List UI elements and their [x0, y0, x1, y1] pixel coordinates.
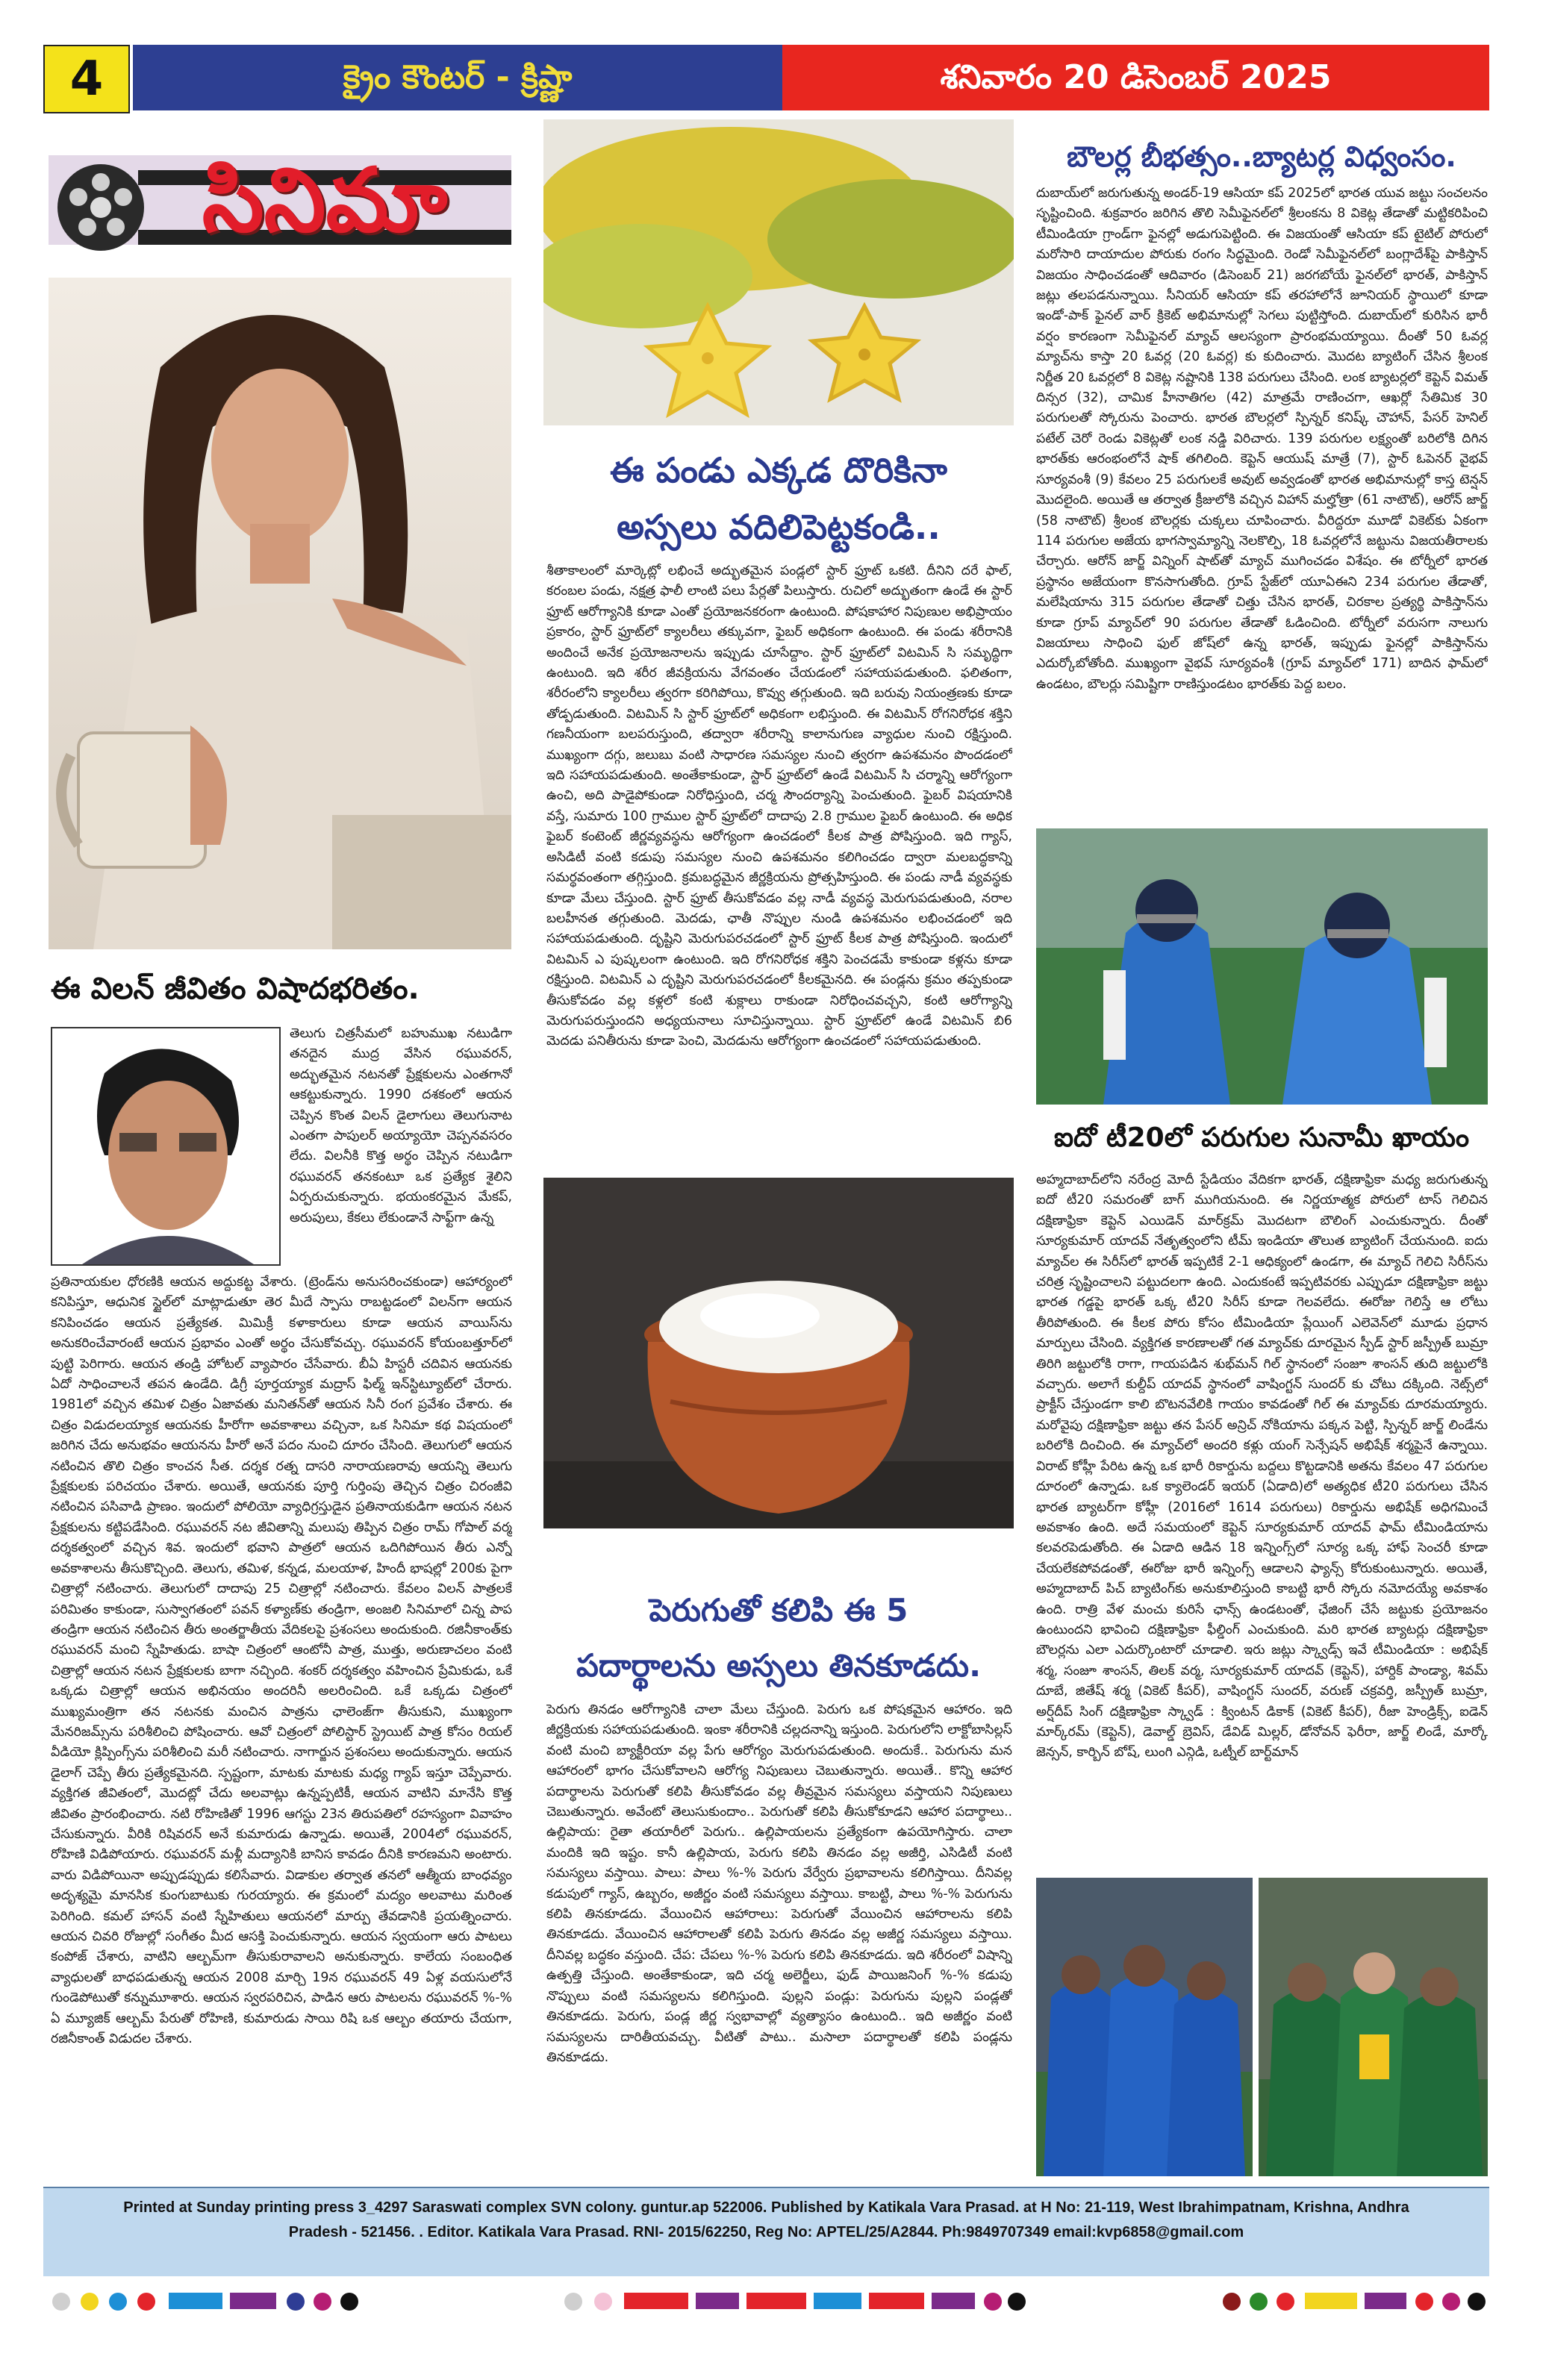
cinema-logo: [49, 125, 511, 275]
t20-headline: ఐదో టీ20లో పరుగుల సునామీ ఖాయం: [1053, 1122, 1470, 1153]
starfruit-body: శీతాకాలంలో మార్కెట్లో లభించే అద్భుతమైన పండ్లలో స్టార్ ఫ్రూట్ ఒకటి. దీనిని దరే ఫాల్, కరంబల పండు, నక్షత్ర ఫాలీ లాంటి పలు పేర్లతో పిలుస్తారు. రుచిలో అద్భుతంగా ఉండే ఈ స్టార్ ఫ్రూట్ ఆరోగ్యానికి కూడా ఎంతో ప్రయోజనకరంగా ఉంటుంది. పోషకాహార నిపుణుల అభిప్రాయం ప్రకారం, స్టార్ ఫ్రూట్‌లో క్యాలరీలు తక్కువగా, ఫైబర్ అధికంగా ఉంటుంది. ఈ పండు శరీరానికి అందించే అనేక ప్రయోజనాలను ఇప్పుడు చూసేద్దాం. స్టార్ ఫ్రూట్‌లో విటమిన్ సి సమృద్ధిగా ఉంటుంది. ఇది శరీర జీవక్రియను వేగవంతం చేయడంలో సహాయపడుతుంది. ఫలితంగా, శరీరంలోని క్యాలరీలు త్వరగా కరిగిపోయి, కొవ్వు తగ్గుతుంది. ఇది బరువు నియంత్రణకు కూడా తోడ్పడుతుంది. విటమిన్ సి స్టార్ ఫ్రూట్‌లో అధికంగా లభిస్తుంది. ఈ విటమిన్ రోగనిరోధక శక్తిని గణనీయంగా బలపరుస్తుంది, తద్వారా శరీరాన్ని కాలానుగుణ వ్యాధుల నుంచి రక్షిస్తుంది. ముఖ్యంగా దగ్గు, జలుబు వంటి సాధారణ సమస్యల నుంచి త్వరగా ఉపశమనం పొందడంలో ఇది సహాయపడుతుంది. అంతేకాకుండా, స్టార్ ఫ్రూట్‌లో ఉండే విటమిన్ సి చర్మాన్ని ఆరోగ్యంగా ఉంచి, అది పాడైపోకుండా నిరోధిస్తుంది, చర్మ సౌందర్యాన్ని పెంచుతుంది. ఫైబర్ విషయానికి వస్తే, సుమారు 100 గ్రాముల స్టార్ ఫ్రూట్‌లో దాదాపు 2.8 గ్రాముల ఫైబర్ ఉంటుంది. ఈ అధిక ఫైబర్ కంటెంట్ జీర్ణవ్యవస్థను ఆరోగ్యంగా ఉంచడంలో కీలక పాత్ర పోషిస్తుంది. ఇది గ్యాస్, అసిడిటీ వంటి కడుపు సమస్యల నుంచి ఉపశమనం కలిగించడం ద్వారా మలబద్ధకాన్ని సమర్థవంతంగా తగ్గిస్తుంది. క్రమబద్ధమైన జీర్ణక్రియను ప్రోత్సహిస్తుంది. ఈ పండు నాడీ వ్యవస్థకు కూడా మేలు చేస్తుంది. స్టార్ ఫ్రూట్ తీసుకోవడం వల్ల నాడీ వ్యవస్థ మెరుగుపడుతుంది, నరాల బలహీనత తగ్గుతుంది. మెదడు, ఛాతీ నొప్పుల నుండి ఉపశమనం లభించడంలో ఇది సహాయపడుతుంది. దృష్టిని మెరుగుపరచడంలో స్టార్ ఫ్రూట్ కీలక పాత్ర పోషిస్తుంది. ఇందులో విటమిన్ ఎ పుష్కలంగా ఉంటుంది. ఇది రోగనిరోధక శక్తిని పెంచడమే కాకుండా కళ్లను కూడా రక్షిస్తుంది. విటమిన్ ఎ దృష్టిని మెరుగుపరచడంలో కీలకమైనది. ఈ పండ్లను క్రమం తప్పకుండా తీసుకోవడం వల్ల కళ్లలో కంటి శుక్లాలు రాకుండా నిరోధించవచ్చని, కంటి ఆరోగ్యాన్ని మెరుగుపరుస్తుందని అధ్యయనాలు సూచిస్తున్నాయి. స్టార్ ఫ్రూట్‌లో ఉండే విటమిన్ బి6 మెదడు పనితీరును కూడా పెంచి, మెదడును ఆరోగ్యంగా ఉంచడంలో సహాయపడుతుంది.: [546, 563, 1012, 1049]
curd-photo: [543, 1178, 1014, 1528]
team-south-africa-photo: [1259, 1878, 1488, 2176]
issue-date: శనివారం 20 డిసెంబర్ 2025: [782, 45, 1489, 110]
bowlers-headline: బౌలర్ల బీభత్సం..బ్యాటర్ల విధ్వంసం.: [1067, 140, 1456, 173]
villain-photo: [51, 1027, 281, 1266]
publisher-footer: [43, 2187, 1489, 2276]
starfruit-photo: [543, 119, 1014, 425]
villain-headline: ఈ విలన్ జీవితం విషాదభరితం.: [51, 972, 420, 1006]
curd-headline-1: పెరుగుతో కలిపి ఈ 5: [649, 1592, 908, 1628]
actress-photo: [49, 278, 511, 949]
villain-body: ప్రతినాయకుల ధోరణికి ఆయన అద్దుకట్ట వేశారు. (ట్రెండ్‌ను అనుసరించకుండా) ఆహార్యంలో కనిపిస్తూ, ఆధునిక స్టైల్‌లో మాట్లాడుతూ తెర మీదే స్పాసు రాబట్టడంలో విలన్‌గా ఆయన కనిపించడం ఆయన ప్రత్యేకత. మిమిక్రీ కళాకారులు కూడా ఆయన వాయిస్‌ను అనుకరించేవారంటే ఆయన ప్రభావం ఎంతో అర్థం చేసుకోవచ్చు. రఘువరన్ కోయంబత్తూర్‌లో పుట్టి పెరిగారు. ఆయన తండ్రి హోటల్ వ్యాపారం చేసేవారు. బీఏ హిస్టరీ చదివిన ఆయనకు ఏదో సాధించాలనే తపన ఉండేది. డిగ్రీ పూర్తయ్యాక మద్రాస్ ఫిల్మ్ ఇన్‌స్టిట్యూట్‌లో చేరారు. 1981లో వచ్చిన తమిళ చిత్రం ఏజావతు మనితన్‌తో ఆయన సినీ రంగ ప్రవేశం చేశారు. ఈ చిత్రం విడుదలయ్యాక ఆయనకు హీరోగా అవకాశాలు వచ్చినా, ఒక సినిమా కథ విషయంలో జరిగిన చేదు అనుభవం ఆయనను హీరో అనే పదం నుంచి దూరం చేసింది. తెలుగులో ఆయన నటించిన తొలి చిత్రం కాంచన సీత. దర్శక రత్న దాసరి నారాయణరావు ఆయన్ని తెలుగు ప్రేక్షకులకు పరిచయం చేశారు. అయితే, ఆయనకు పూర్తి గుర్తింపు తెచ్చిన చిత్రం చిరంజీవి నటించిన పసివాడి ప్రాణం. ఇందులో పోలియో వ్యాధిగ్రస్తుడైన ప్రతినాయకుడిగా ఆయన నటన ప్రేక్షకులను కట్టిపడేసింది. రఘువరన్ నట జీవితాన్ని మలుపు తిప్పిన చిత్రం రామ్ గోపాల్ వర్మ దర్శకత్వంలో వచ్చిన శివ. ఇందులో భవాని పాత్రలో ఆయన ఒదిగిపోయిన తీరు ఎన్నో అవకాశాలను తీసుకొచ్చింది. తెలుగు, తమిళ, కన్నడ, మలయాళ, హిందీ భాషల్లో 200కు పైగా చిత్రాల్లో నటించారు. తెలుగులో దాదాపు 25 చిత్రాల్లో నటించారు. కేవలం విలన్ పాత్రలకే పరిమితం కాకుండా, సుస్వాగతంలో పవన్ కళ్యాణ్‌కు తండ్రిగా, అంజలి సినిమాలో చిన్న పాప తండ్రిగా ఆయన నటించిన తీరు అంతర్జాతీయ వేదికలపై ప్రశంసలు అందుకుంది. రజినీకాంత్‌కు రఘువరన్ మంచి స్నేహితుడు. బాషా చిత్రంలో ఆంటోనీ పాత్ర, ముత్తు, అరుణాచలం వంటి చిత్రాల్లో ఆయన నటన ప్రేక్షకులకు బాగా నచ్చింది. శంకర్ దర్శకత్వం వహించిన ప్రేమికుడు, ఒకే ఒక్కడు చిత్రాల్లో ఆయన అభినయం అందరినీ అలరించింది. ఒకే ఒక్కడు చిత్రంలో ముఖ్యమంత్రిగా తన నటనకు మంచిన పాత్రను ఛాలెంజ్‌గా తీసుకుని, ముఖ్యంగా మేనరిజమ్స్‌ను పరిశీలించి పోషించారు. ఆవో చిత్రంలో పోలిస్టార్ స్ట్రెయిట్ పాత్ర కోసం రియల్ వీడియో క్లిప్పింగ్స్‌ను పరిశీలించి మరీ నటించారు. నాగార్జున ప్రశంసలు అందుకున్నారు. ఆయన డైలాగ్ చెప్పే తీరు ప్రత్యేకమైనది. స్పష్టంగా, మాటకు మాటకు మధ్య గ్యాప్ ఇస్తూ చెప్పేవారు. వ్యక్తిగత జీవితంలో, మొదట్లో చేదు అలవాట్లు ఉన్నప్పటికీ, ఆయన వాటిని మానేసి కొత్త జీవితం ప్రారంభించారు. నటి రోహిణితో 1996 ఆగస్టు 23న తిరుపతిలో రహస్యంగా వివాహం చేసుకున్నారు. వీరికి రిషివరన్ అనే కుమారుడు ఉన్నాడు. అయితే, 2004లో రఘువరన్, రోహిణి విడిపోయారు. రఘువరన్ మళ్లీ మద్యానికి బానిస కావడం దీనికి కారణమని అంటారు. వారు విడిపోయినా అప్పుడప్పుడు కలిసేవారు. విడాకుల తర్వాత తనలో ఆత్మీయ బాంధవ్యం అదృశ్యమై మానసిక కుంగుబాటుకు గురయ్యారు. ఈ క్రమంలో మద్యం అలవాటు మరింత పెరిగింది. కమల్ హాసన్ వంటి స్నేహితులు ఆయనలో మార్పు తేవడానికి ప్రయత్నించారు. ఆయన చివరి రోజుల్లో సంగీతం మీద ఆసక్తి పెంచుకున్నారు. ఆయన స్వయంగా ఆరు పాటలు కంపోజ్ చేశారు, వాటిని ఆల్బమ్‌గా తీసుకురావాలని అనుకున్నారు. కాలేయ సంబంధిత వ్యాధులతో బాధపడుతున్న ఆయన 2008 మార్చి 19న రఘువరన్ 49 ఏళ్ల వయసులోనే గుండెపోటుతో కన్నుమూశారు. ఆయన స్వరపరిచిన, పాడిన ఆరు పాటలను రఘువరన్ %-% ఏ మ్యూజిక్ ఆల్బమ్ పేరుతో రోహిణి, కుమారుడు సాయి రిషి ఒక ఆల్బం తయారు చేయగా, రజినీకాంత్ విడుదల చేశారు.: [51, 1275, 512, 2047]
team-india-photo: [1036, 1878, 1253, 2176]
footer-line-2: Pradesh - 521456. . Editor. Katikala Vara Prasad. RNI- 2015/62250, Reg No: APTEL/25/A2844. Ph:9849707349 email:kvp6858@gmail.com: [288, 2224, 1244, 2240]
curd-headline-2: పదార్థాలను అస్సలు తినకూడదు.: [576, 1647, 982, 1684]
starfruit-headline-2: అస్సలు వదిలిపెట్టకండి..: [617, 507, 941, 547]
villain-body-lead: తెలుగు చిత్రసీమలో బహుముఖ నటుడిగా తనదైన ముద్ర వేసిన రఘువరన్, అద్భుతమైన నటనతో ప్రేక్షకులను ఎంతగానో ఆకట్టుకున్నారు. 1990 దశకంలో ఆయన చెప్పిన కొంత విలన్ డైలాగులు తెలుగునాట ఎంతగా పాపులర్ అయ్యాయో చెప్పనవసరం లేదు. విలనీకి కొత్త అర్థం చెప్పిన నటుడిగా రఘువరన్ తనకంటూ ఒక ప్రత్యేక శైలిని ఏర్పరుచుకున్నారు. భయంకరమైన మేకప్, అరుపులు, కేకలు లేకుండానే సాఫ్ట్‌గా ఉన్న: [290, 1026, 512, 1225]
cinema-logo-text: సినిమా: [202, 149, 448, 252]
cricket-batters-photo: [1036, 828, 1488, 1105]
bowlers-body: దుబాయ్‌లో జరుగుతున్న అండర్-19 ఆసియా కప్ 2025లో భారత యువ జట్టు సంచలనం సృష్టించింది. శుక్రవారం జరిగిన తొలి సెమీఫైనల్‌లో శ్రీలంకను 8 వికెట్ల తేడాతో మట్టికరిపించి టీమిండియా గ్రాండ్‌గా ఫైనల్లో అడుగుపెట్టింది. ఈ విజయంతో ఆసియా కప్ టైటిల్ పోరులో మరోసారి దాయాదుల పోరుకు రంగం సిద్ధమైంది. రెండో సెమీఫైనల్‌లో బంగ్లాదేశ్‌పై పాకిస్తాన్ విజయం సాధించడంతో ఆదివారం (డిసెంబర్ 21) జరగబోయే ఫైనల్‌లో భారత్, పాకిస్తాన్ జట్లు తలపడనున్నాయి. సీనియర్ ఆసియా కప్ తరహాలోనే జూనియర్ స్థాయిలో కూడా ఇండో-పాక్ ఫైనల్ వార్ క్రికెట్ అభిమానుల్లో సెగలు పుట్టిస్తోంది. దుబాయ్‌లో కురిసిన భారీ వర్షం కారణంగా సెమీఫైనల్ మ్యాచ్ ఆలస్యంగా ప్రారంభమయ్యాయి. దీంతో 50 ఓవర్ల మ్యాచ్‌ను కాస్తా 20 ఓవర్ల (20 ఓవర్ల) కు కుదించారు. మొదట బ్యాటింగ్ చేసిన శ్రీలంక నిర్ణీత 20 ఓవర్లలో 8 వికెట్ల నష్టానికి 138 పరుగులు చేసింది. లంక బ్యాటర్లలో కెప్టెన్ విమత్ దిన్సర (32), చామిక హీనాతిగల (42) మాత్రమే రాణించగా, ఆఖర్లో సేతిమిక 30 పరుగులతో స్కోరును పెంచారు. భారత బౌలర్లలో స్పిన్నర్ కనిష్క్ చౌహాన్, పేసర్ హెనిల్ పటేల్ చెరో రెండు వికెట్లతో లంక నడ్డి విరిచారు. 139 పరుగుల లక్ష్యంతో బరిలోకి దిగిన భారత్‌కు ఆరంభంలోనే షాక్ తగిలింది. కెప్టెన్ ఆయుష్ మాత్రే (7), స్టార్ ఓపెనర్ వైభవ్ సూర్యవంశీ (9) కేవలం 25 పరుగులకే అవుట్ అవ్వడంతో భారత అభిమానుల్లో కాస్త టెన్షన్ మొదలైంది. అయితే ఆ తర్వాత క్రీజులోకి వచ్చిన విహాన్ మల్హోత్రా (61 నాటౌట్), ఆరోన్ జార్జ్ (58 నాటౌట్) శ్రీలంక బౌలర్లకు చుక్కలు చూపించారు. వీరిద్దరూ మూడో వికెట్‌కు ఏకంగా 114 పరుగుల అజేయ భాగస్వామ్యాన్ని నెలకొల్పి, 18 ఓవర్లలోనే జట్టును విజయతీరాలకు చేర్చారు. ఆరోన్ జార్జ్ విన్నింగ్ షాట్‌తో మ్యాచ్ ముగించడం విశేషం. ఈ టోర్నీలో భారత ప్రస్థానం అజేయంగా కొనసాగుతోంది. గ్రూప్ స్టేజ్‌లో యూఏఈని 234 పరుగుల తేడాతో, మలేషియాను 315 పరుగుల తేడాతో చిత్తు చేసిన భారత్, చిరకాల ప్రత్యర్థి పాకిస్తాన్‌ను కూడా గ్రూప్ మ్యాచ్‌లో 90 పరుగుల తేడాతో ఓడించింది. టోర్నీలో వరుసగా నాలుగు విజయాలు సాధించి ఫుల్ జోష్‌లో ఉన్న భారత్, ఇప్పుడు ఫైనల్లో పాకిస్తాన్‌ను ఎదుర్కోబోతోంది. ముఖ్యంగా వైభవ్ సూర్యవంశీ (గ్రూప్ మ్యాచ్‌లో 171) బాదిన ఫామ్‌లో ఉండటం, బౌలర్లు సమిష్టిగా రాణిస్తుండటం భారత్‌కు పెద్ద బలం.: [1036, 186, 1488, 692]
curd-body: పెరుగు తినడం ఆరోగ్యానికి చాలా మేలు చేస్తుంది. పెరుగు ఒక పోషకమైన ఆహారం. ఇది జీర్ణక్రియకు సహాయపడుతుంది. ఇంకా శరీరానికి చల్లదనాన్ని ఇస్తుంది. పెరుగులోని లాక్టోబాసిల్లస్ వంటి మంచి బ్యాక్టీరియా వల్ల పేగు ఆరోగ్యం మెరుగుపడుతుంది. అందుకే.. పెరుగును మన ఆహారంలో భాగం చేసుకోవాలని ఆరోగ్య నిపుణులు చెబుతున్నారు. అయితే.. కొన్ని ఆహార పదార్థాలను పెరుగుతో కలిపి తీసుకోవడం వల్ల తీవ్రమైన సమస్యలు వస్తాయని నిపుణులు చెబుతున్నారు. అవేంటో తెలుసుకుందాం.. పెరుగుతో కలిపి తీసుకోకూడని ఆహార పదార్థాలు.. ఉల్లిపాయ: రైతా తయారీలో పెరుగు.. ఉల్లిపాయలను ప్రత్యేకంగా ఉపయోగిస్తారు. చాలా మందికి ఇది ఇష్టం. కానీ ఉల్లిపాయ, పెరుగు కలిపి తినడం వల్ల అజీర్తి, ఎసిడిటీ వంటి సమస్యలు వస్తాయి. పాలు: పాలు %-% పెరుగు వేర్వేరు ప్రభావాలను కలిగిస్తాయి. దీనివల్ల కడుపులో గ్యాస్, ఉబ్బరం, అజీర్ణం వంటి సమస్యలు వస్తాయి. కాబట్టి, పాలు %-% పెరుగును కలిపి తినకూడదు. వేయించిన ఆహారాలు: పెరుగుతో వేయించిన ఆహారాలను కలిపి తినకూడదు. వేయించిన ఆహారాలతో కలిపి పెరుగు తినడం వల్ల అజీర్ణ సమస్యలు వస్తాయి. దీనివల్ల బద్ధకం వస్తుంది. చేప: చేపలు %-% పెరుగు కలిపి తినకూడదు. ఇది శరీరంలో విషాన్ని ఉత్పత్తి చేస్తుంది. అంతేకాకుండా, ఇది చర్మ అలెర్జీలు, ఫుడ్ పాయిజనింగ్ %-% కడుపు నొప్పులు వంటి సమస్యలను కలిగిస్తుంది. పుల్లని పండ్లు: పెరుగును పుల్లని పండ్లతో తినకూడదు. పెరుగు, పండ్ల జీర్ణ స్వభావాల్లో వ్యత్యాసం ఉంటుంది.. ఇది అజీర్ణం వంటి సమస్యలను దారితీయవచ్చు. వీటితో పాటు.. మసాలా పదార్థాలతో కలిపి పండ్లను తినకూడదు.: [546, 1702, 1012, 2065]
page-number: 4: [43, 45, 130, 113]
starfruit-headline-1: ఈ పండు ఎక్కడ దొరికినా: [610, 450, 947, 490]
footer-line-1: Printed at Sunday printing press 3_4297 Saraswati complex SVN colony. guntur.ap 522006. Published by Katikala Vara Prasad. at H No: 21-119, West Ibrahimpatnam, Krishna, Andhra: [123, 2199, 1409, 2216]
section-title: క్రైం కౌంటర్ - క్రిష్ణా: [133, 45, 782, 110]
t20-body: అహ్మదాబాద్‌లోని నరేంద్ర మోదీ స్టేడియం వేదికగా భారత్, దక్షిణాఫ్రికా మధ్య జరుగుతున్న ఐదో టీ20 సమరంతో బాగ్ ముగియనుంది. ఈ నిర్ణయాత్మక పోరులో టాస్ గెలిచిన దక్షిణాఫ్రికా కెప్టెన్ ఎయిడెన్ మార్‌క్రమ్ మొదటగా బౌలింగ్ ఎంచుకున్నారు. దీంతో సూర్యకుమార్ యాదవ్ నేతృత్వంలోని టీమ్ ఇండియా తొలుత బ్యాటింగ్ చేయనుంది. ఐదు మ్యాచ్‌ల ఈ సిరీస్‌లో భారత్ ఇప్పటికే 2-1 ఆధిక్యంలో ఉండగా, ఈ మ్యాచ్ గెలిచి సిరీస్‌ను చరిత్ర సృష్టించాలని పట్టుదలగా ఉంది. ఎందుకంటే ఇప్పటివరకు ఎప్పుడూ దక్షిణాఫ్రికా జట్టు భారత గడ్డపై భారత్ ఒక్క టీ20 సిరీస్ కూడా గెలవలేదు. ఈరోజు గెలిస్తే ఆ లోటు తీరిపోతుంది. ఈ కీలక పోరు కోసం టీమిండియా ప్లేయింగ్ ఎలెవెన్‌లో మూడు ప్రధాన మార్పులు చేసింది. వ్యక్తిగత కారణాలతో గత మ్యాచ్‌కు దూరమైన స్పీడ్ స్టార్ జస్ప్రీత్ బుమ్రా తిరిగి జట్టులోకి రాగా, గాయపడిన శుభ్‌మన్ గిల్ స్థానంలో సంజూ శాంసన్ తుది జట్టులోకి వచ్చారు. అలాగే కుల్దీప్ యాదవ్ స్థానంలో వాషింగ్టన్ సుందర్ కు చోటు దక్కింది. నెట్స్‌లో ప్రాక్టీస్ చేస్తుండగా కాలి బొటనవేలికి గాయం కావడంతో గిల్ ఈ మ్యాచ్‌కు దూరమయ్యారు. మరోవైపు దక్షిణాఫ్రికా జట్టు తన పేసర్ అన్రిచ్ నోకియాను పక్కన పెట్టి, స్పిన్నర్ జార్జ్ లిండేను బరిలోకి దించింది. ఈ మ్యాచ్‌లో అందరి కళ్లు యంగ్ సెన్సేషన్ అభిషేక్ శర్మపైనే ఉన్నాయి. విరాట్ కోహ్లీ పేరిట ఉన్న ఒక భారీ రికార్డును బద్దలు కొట్టడానికి అతను కేవలం 47 పరుగుల దూరంలో ఉన్నాడు. ఒక క్యాలెండర్ ఇయర్ (ఏడాది)లో అత్యధిక టీ20 పరుగులు చేసిన భారత బ్యాటర్‌గా కోహ్లీ (2016లో 1614 పరుగులు) రికార్డును అభిషేక్ అధిగమించే అవకాశం ఉంది. అదే సమయంలో కెప్టెన్ సూర్యకుమార్ యాదవ్ ఫామ్ టీమిండియాను కలవరపెడుతోంది. ఈ ఏడాది ఆడిన 18 ఇన్నింగ్స్‌లో సూర్య ఒక్క హాఫ్ సెంచరీ కూడా చేయలేకపోవడంతో, ఈరోజు భారీ ఇన్నింగ్స్ ఆడాలని ఫ్యాన్స్ కోరుకుంటున్నారు. అయితే, అహ్మదాబాద్ పిచ్ బ్యాటింగ్‌కు అనుకూలిస్తుంది కాబట్టి భారీ స్కోరు నమోదయ్యే అవకాశం ఉంది. రాత్రి వేళ మంచు కురిసే ఛాన్స్ ఉండటంతో, ఛేజింగ్ చేసే జట్టుకు ప్రయోజనం ఉంటుందని భావించి దక్షిణాఫ్రికా ఫీల్డింగ్ ఎంచుకుంది. మరి భారత బ్యాటర్లు దక్షిణాఫ్రికా బౌలర్లను ఎలా ఎదుర్కొంటారో చూడాలి. ఇరు జట్లు స్క్వాడ్స్ ఇవే టీమిండియా : అభిషేక్ శర్మ, సంజూ శాంసన్, తిలక్ వర్మ, సూర్యకుమార్ యాదవ్ (కెప్టెన్), హార్దిక్ పాండ్యా, శివమ్ దూబే, జితేష్ శర్మ (వికెట్ కీపర్), వాషింగ్టన్ సుందర్, వరుణ్ చక్రవర్తి, జస్ప్రీత్ బుమ్రా, అర్ష్‌దీప్ సింగ్ దక్షిణాఫ్రికా స్క్వాడ్ : క్వింటన్ డికాక్ (వికెట్ కీపర్), రీజా హెండ్రిక్స్, ఐడెన్ మార్క్‌రమ్ (కెప్టెన్), డెవాల్డ్ బ్రెవిస్, డేవిడ్ మిల్లర్, డోనోవన్ ఫెరీరా, జార్జ్ లిండే, మార్కో జెన్సన్, కార్బిన్ బోష్, లుంగి ఎన్గిడి, ఒట్నీల్ బార్ట్‌మాన్: [1036, 1172, 1488, 1761]
